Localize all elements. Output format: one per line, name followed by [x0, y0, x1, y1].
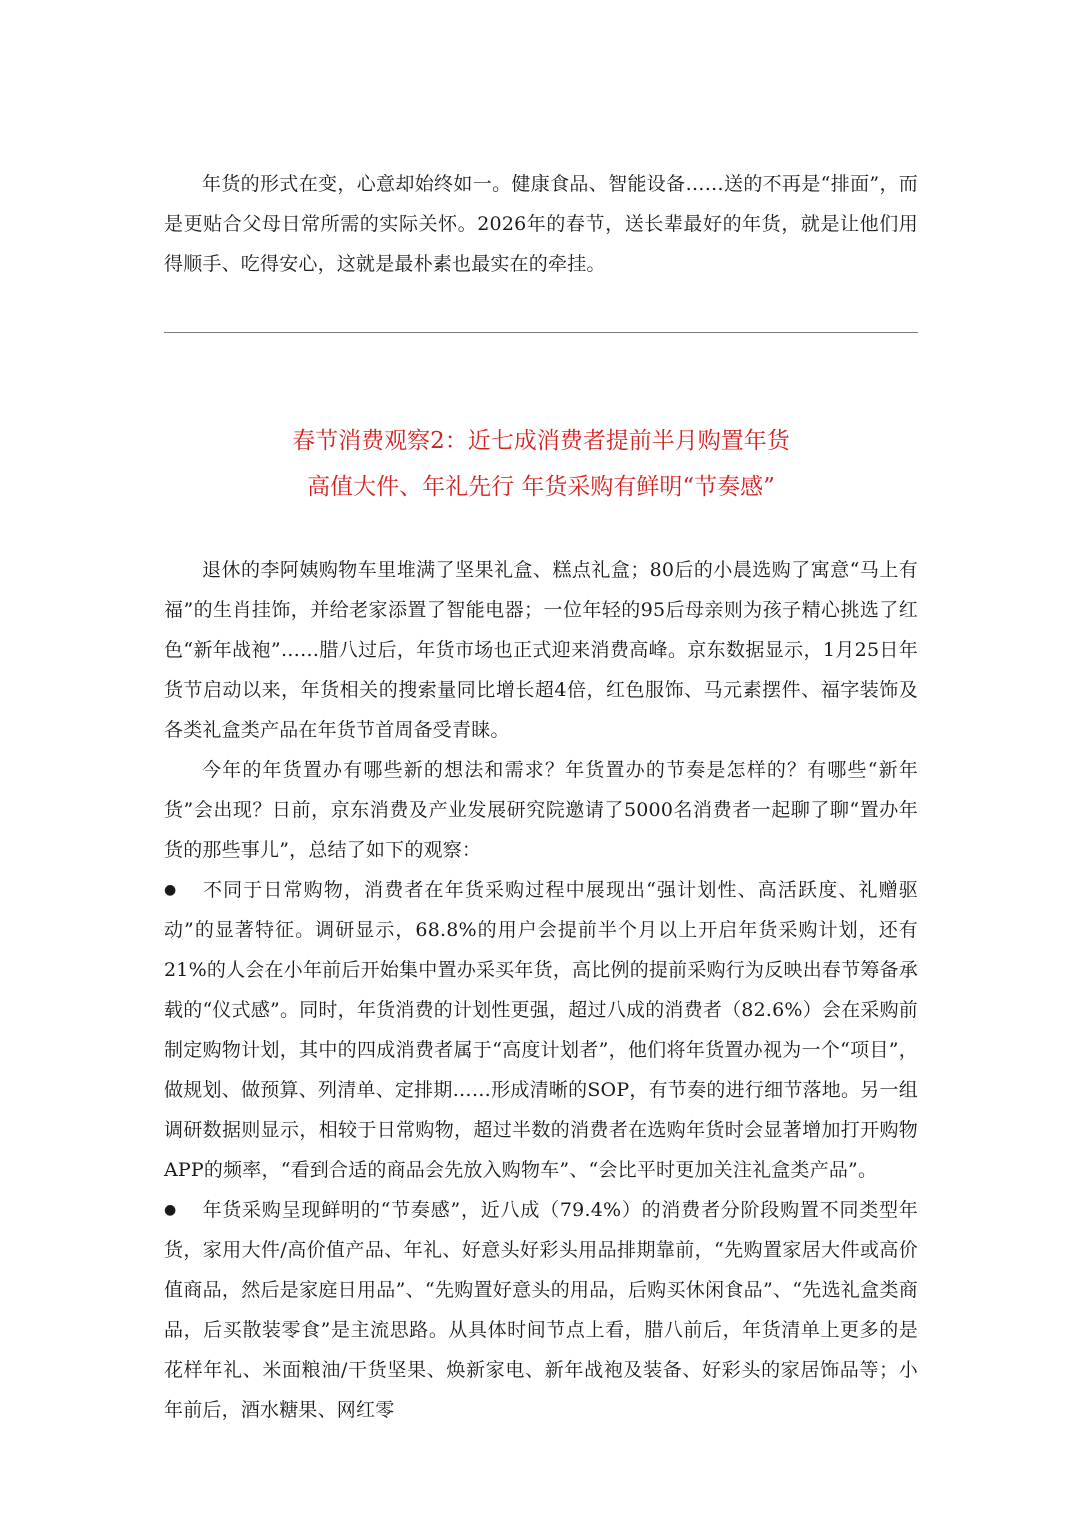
intro-paragraph: 年货的形式在变，心意却始终如一。健康食品、智能设备……送的不再是“排面”，而是更贴合父母日常所需的实际关怀。2026年的春节，送长辈最好的年货，就是让他们用得顺手、吃得安心，这就是最朴素也最实在的牵挂。 — [164, 173, 918, 275]
body-paragraph-2: 今年的年货置办有哪些新的想法和需求？年货置办的节奏是怎样的？有哪些“新年货”会出现？日前，京东消费及产业发展研究院邀请了5000名消费者一起聊了聊“置办年货的那些事儿”，总结了如下的观察： — [164, 759, 918, 861]
bullet-icon: ● — [164, 882, 177, 898]
body-paragraph-1: 退休的李阿姨购物车里堆满了坚果礼盒、糕点礼盒；80后的小晨选购了寓意“马上有福”的生肖挂饰，并给老家添置了智能电器；一位年轻的95后母亲则为孩子精心挑选了红色“新年战袍”……腊八过后，年货市场也正式迎来消费高峰。京东数据显示，1月25日年货节启动以来，年货相关的搜索量同比增长超4倍，红色服饰、马元素摆件、福字装饰及各类礼盒类产品在年货节首周备受青睐。 — [164, 559, 918, 741]
headline-line-1: 春节消费观察2：近七成消费者提前半月购置年货 — [292, 428, 790, 454]
bullet-item-2-text: 年货采购呈现鲜明的“节奏感”，近八成（79.4%）的消费者分阶段购置不同类型年货，家用大件/高价值产品、年礼、好意头好彩头用品排期靠前，“先购置家居大件或高价值商品，然后是家庭日用品”、“先购置好意头的用品，后购买休闲食品”、“先选礼盒类商品，后买散装零食”是主流思路。从具体时间节点上看，腊八前后，年货清单上更多的是花样年礼、米面粮油/干货坚果、焕新家电、新年战袍及装备、好彩头的家居饰品等；小年前后，酒水糖果、网红零 — [164, 1199, 918, 1421]
bullet-icon: ● — [164, 1202, 177, 1218]
bullet-item-1 — [164, 870, 918, 1190]
section-divider — [164, 332, 918, 333]
article-headline — [164, 418, 918, 510]
bullet-item-1-text: 不同于日常购物，消费者在年货采购过程中展现出“强计划性、高活跃度、礼赠驱动”的显著特征。调研显示，68.8%的用户会提前半个月以上开启年货采购计划，还有21%的人会在小年前后开始集中置办采买年货，高比例的提前采购行为反映出春节筹备承载的“仪式感”。同时，年货消费的计划性更强，超过八成的消费者（82.6%）会在采购前制定购物计划，其中的四成消费者属于“高度计划者”，他们将年货置办视为一个“项目”，做规划、做预算、列清单、定排期……形成清晰的SOP，有节奏的进行细节落地。另一组调研数据则显示，相较于日常购物，超过半数的消费者在选购年货时会显著增加打开购物APP的频率，“看到合适的商品会先放入购物车”、“会比平时更加关注礼盒类产品”。 — [164, 879, 918, 1181]
headline-line-2: 高值大件、年礼先行 年货采购有鲜明“节奏感” — [307, 474, 775, 500]
bullet-item-2 — [164, 1190, 918, 1430]
article-body — [164, 550, 918, 1430]
